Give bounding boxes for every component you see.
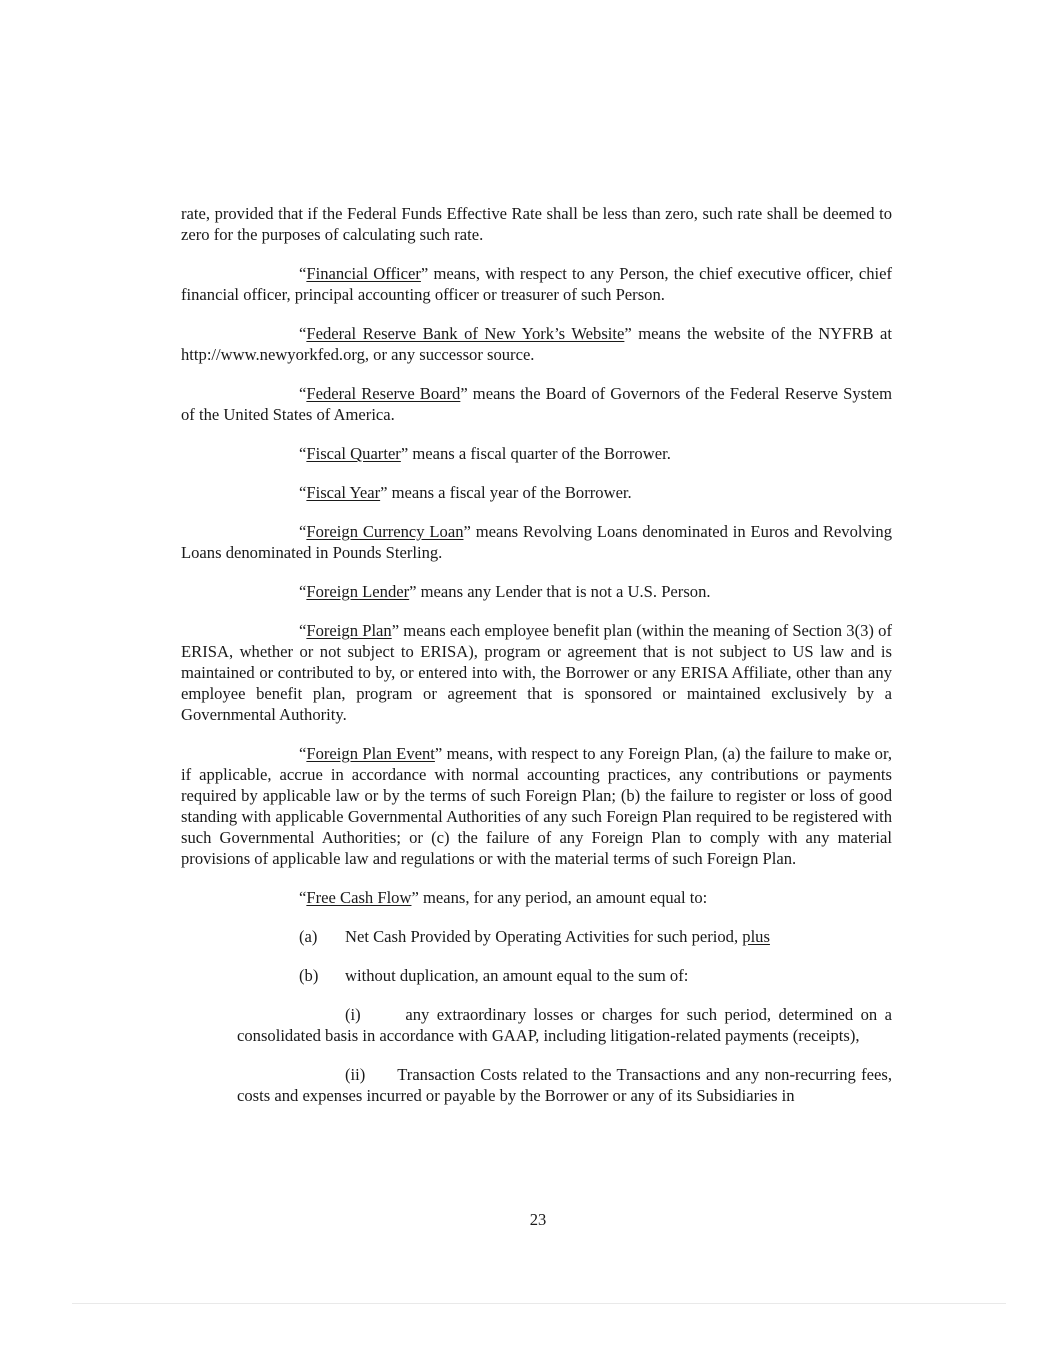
definition-text: ” means Revolving Loans denominated in Euros and Revolving Loans denominated in Pounds Sterling. — [181, 522, 892, 562]
subclause-i — [237, 1004, 892, 1046]
definition-foreign-plan — [181, 620, 892, 725]
defined-term: Fiscal Year — [306, 483, 381, 502]
page-number: 23 — [529, 1210, 547, 1229]
defined-term: Foreign Plan Event — [306, 744, 435, 763]
open-quote: “ — [299, 483, 307, 502]
open-quote: “ — [299, 324, 307, 343]
open-quote: “ — [299, 444, 307, 463]
footer-divider — [72, 1303, 1006, 1304]
defined-term: Federal Reserve Bank of New York’s Website — [306, 324, 625, 343]
definition-financial-officer — [181, 263, 892, 305]
defined-term: Foreign Currency Loan — [306, 522, 464, 541]
subclause-label: (ii) — [345, 1065, 366, 1084]
subclause-text: any extraordinary losses or charges for such period, determined on a consolidated basis in accordance with GAAP, including litigation-related payments (receipts), — [237, 1005, 892, 1045]
subclause-ii — [237, 1064, 892, 1106]
definition-fiscal-year — [181, 482, 892, 503]
definition-foreign-plan-event — [181, 743, 892, 869]
defined-term: Federal Reserve Board — [306, 384, 461, 403]
clause-text — [345, 926, 892, 947]
clause-b — [181, 965, 892, 986]
definition-fiscal-quarter — [181, 443, 892, 464]
clause-emphasis: plus — [742, 927, 770, 946]
defined-term: Fiscal Quarter — [306, 444, 401, 463]
definition-text: ” means the Board of Governors of the Federal Reserve System of the United States of America. — [181, 384, 892, 424]
clause-a — [181, 926, 892, 947]
definition-text: ” means the website of the NYFRB at http://www.newyorkfed.org, or any successor source. — [181, 324, 892, 364]
clause-body: Net Cash Provided by Operating Activities for such period, — [345, 927, 743, 946]
open-quote: “ — [299, 582, 307, 601]
open-quote: “ — [299, 888, 307, 907]
defined-term: Foreign Lender — [306, 582, 410, 601]
continuation-paragraph: rate, provided that if the Federal Funds Effective Rate shall be less than zero, such rate shall be deemed to zero for the purposes of calculating such rate. — [181, 204, 892, 244]
open-quote: “ — [299, 621, 307, 640]
definition-text: ” means, with respect to any Foreign Plan, (a) the failure to make or, if applicable, accrue in accordance with normal accounting practices, any contributions or payments required by applicable law or by the terms of such Foreign Plan; (b) the failure to register or loss of good standing with applicable Governmental Authorities of any such Foreign Plan required to be registered with such Governmental Authorities; or (c) the failure of any Foreign Plan to comply with any material provisions of applicable law and regulations or with the material terms of such Foreign Plan. — [181, 744, 892, 868]
clause-text: without duplication, an amount equal to the sum of: — [345, 966, 689, 985]
definition-free-cash-flow — [181, 887, 892, 908]
definition-text: ” means, for any period, an amount equal to: — [411, 888, 708, 907]
defined-term: Free Cash Flow — [306, 888, 412, 907]
definition-text: ” means a fiscal year of the Borrower. — [380, 483, 632, 502]
open-quote: “ — [299, 264, 307, 283]
definition-text: ” means any Lender that is not a U.S. Person. — [409, 582, 711, 601]
definition-frbny-website — [181, 323, 892, 365]
definition-foreign-lender — [181, 581, 892, 602]
open-quote: “ — [299, 522, 307, 541]
open-quote: “ — [299, 744, 307, 763]
clause-label: (a) — [299, 927, 318, 946]
definition-text: ” means each employee benefit plan (within the meaning of Section 3(3) of ERISA, whether or not subject to ERISA), program or agreement that is not subject to US law and is maintained or contributed to by, or entered into with, the Borrower or any ERISA Affiliate, other than any employee benefit plan, program or agreement that is sponsored or maintained exclusively by a Governmental Authority. — [181, 621, 892, 724]
subclause-text: Transaction Costs related to the Transactions and any non-recurring fees, costs and expenses incurred or payable by the Borrower or any of its Subsidiaries in — [237, 1065, 893, 1105]
definition-text: ” means a fiscal quarter of the Borrower. — [400, 444, 671, 463]
definition-foreign-currency-loan — [181, 521, 892, 563]
document-page-body — [181, 203, 892, 1124]
defined-term: Foreign Plan — [306, 621, 392, 640]
definition-text: ” means, with respect to any Person, the chief executive officer, chief financial officer, principal accounting officer or treasurer of such Person. — [181, 264, 893, 304]
clause-label: (b) — [299, 966, 319, 985]
definition-federal-reserve-board — [181, 383, 892, 425]
defined-term: Financial Officer — [306, 264, 421, 283]
open-quote: “ — [299, 384, 307, 403]
subclause-label: (i) — [345, 1005, 361, 1024]
